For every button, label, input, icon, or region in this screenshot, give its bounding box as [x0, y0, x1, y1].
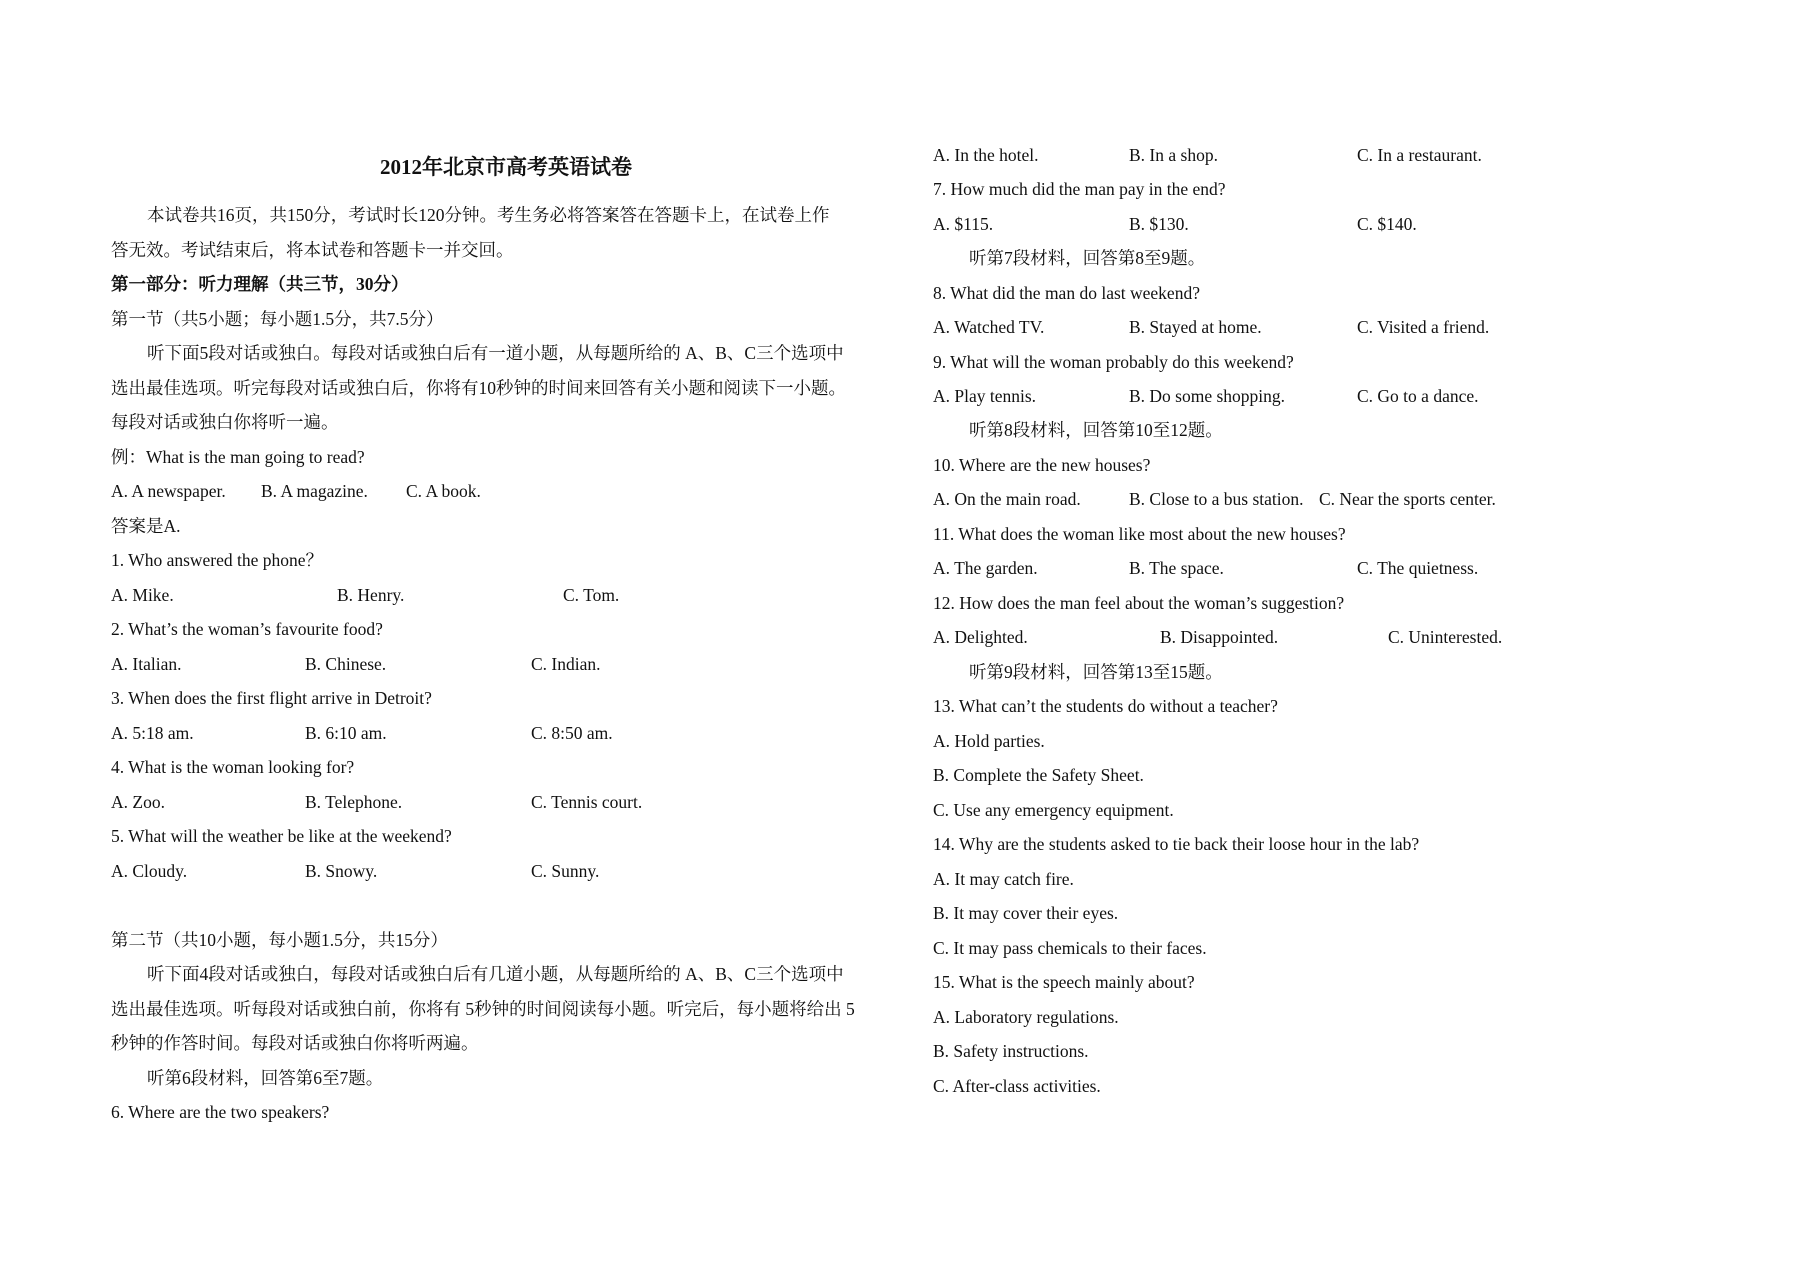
question-11: 11. What does the woman like most about the new houses?	[933, 524, 1346, 544]
question-2: 2. What’s the woman’s favourite food?	[111, 619, 383, 639]
question-9: 9. What will the woman probably do this weekend?	[933, 352, 1294, 372]
option-a: A. Watched TV.	[933, 317, 1045, 337]
part1-heading: 第一部分：听力理解（共三节，30分）	[111, 274, 409, 294]
option-c: C. $140.	[1357, 214, 1417, 234]
option-b: B. Stayed at home.	[1129, 317, 1262, 337]
section2-instruction-2: 选出最佳选项。听每段对话或独白前，你将有 5秒钟的时间阅读每小题。听完后，每小题将给出 5	[111, 999, 855, 1019]
option-c: C. Near the sports center.	[1319, 489, 1496, 509]
option-a: A. On the main road.	[933, 489, 1081, 509]
question-14-option-a: A. It may catch fire.	[933, 869, 1074, 889]
question-14-option-b: B. It may cover their eyes.	[933, 903, 1119, 923]
example-options	[111, 480, 911, 502]
option-b: B. A magazine.	[261, 481, 368, 501]
option-a: A. Cloudy.	[111, 861, 188, 881]
question-1: 1. Who answered the phone？	[111, 550, 324, 570]
option-c: C. Uninterested.	[1388, 627, 1503, 647]
question-6: 6. Where are the two speakers?	[111, 1102, 330, 1122]
section2-instruction-1: 听下面4段对话或独白，每段对话或独白后有几道小题，从每题所给的 A、B、C三个选项中	[147, 964, 844, 984]
material-9-heading: 听第9段材料，回答第13至15题。	[969, 662, 1223, 682]
option-b: B. Telephone.	[305, 792, 403, 812]
option-a: A. Delighted.	[933, 627, 1028, 647]
question-15: 15. What is the speech mainly about?	[933, 972, 1195, 992]
question-8: 8. What did the man do last weekend?	[933, 283, 1200, 303]
question-13: 13. What can’t the students do without a teacher?	[933, 696, 1278, 716]
question-13-option-b: B. Complete the Safety Sheet.	[933, 765, 1144, 785]
question-7: 7. How much did the man pay in the end?	[933, 179, 1226, 199]
option-a: A. Italian.	[111, 654, 182, 674]
section1-instruction-2: 选出最佳选项。听完每段对话或独白后，你将有10秒钟的时间来回答有关小题和阅读下一小题。	[111, 378, 846, 398]
option-a: A. Zoo.	[111, 792, 165, 812]
option-b: B. Close to a bus station.	[1129, 489, 1304, 509]
option-b: B. Disappointed.	[1160, 627, 1279, 647]
question-4-options	[111, 791, 911, 813]
option-c: C. A book.	[406, 481, 481, 501]
option-b: B. Chinese.	[305, 654, 387, 674]
question-6-options	[933, 144, 1733, 166]
section1-instruction-1: 听下面5段对话或独白。每段对话或独白后有一道小题，从每题所给的 A、B、C三个选项中	[147, 343, 844, 363]
question-15-option-c: C. After-class activities.	[933, 1076, 1101, 1096]
option-b: B. In a shop.	[1129, 145, 1218, 165]
option-c: C. Sunny.	[531, 861, 600, 881]
question-3: 3. When does the first flight arrive in Detroit?	[111, 688, 432, 708]
question-12: 12. How does the man feel about the woman’s suggestion?	[933, 593, 1345, 613]
option-b: B. Snowy.	[305, 861, 378, 881]
question-9-options	[933, 385, 1733, 407]
question-2-options	[111, 653, 911, 675]
question-14: 14. Why are the students asked to tie back their loose hour in the lab?	[933, 834, 1420, 854]
option-b: B. $130.	[1129, 214, 1189, 234]
question-13-option-c: C. Use any emergency equipment.	[933, 800, 1174, 820]
intro-line-1: 本试卷共16页，共150分，考试时长120分钟。考生务必将答案答在答题卡上，在试卷上作	[147, 205, 830, 225]
option-c: C. Indian.	[531, 654, 601, 674]
option-a: A. In the hotel.	[933, 145, 1039, 165]
question-15-option-a: A. Laboratory regulations.	[933, 1007, 1119, 1027]
question-3-options	[111, 722, 911, 744]
question-10-options	[933, 488, 1733, 510]
option-a: A. A newspaper.	[111, 481, 226, 501]
page-title: 2012年北京市高考英语试卷	[380, 155, 632, 179]
option-a: A. Mike.	[111, 585, 174, 605]
option-c: C. 8:50 am.	[531, 723, 613, 743]
question-7-options	[933, 213, 1733, 235]
material-7-heading: 听第7段材料，回答第8至9题。	[969, 248, 1206, 268]
question-4: 4. What is the woman looking for?	[111, 757, 355, 777]
option-b: B. Henry.	[337, 585, 405, 605]
option-a: A. 5:18 am.	[111, 723, 194, 743]
material-8-heading: 听第8段材料，回答第10至12题。	[969, 420, 1223, 440]
question-12-options	[933, 626, 1733, 648]
section2-instruction-3: 秒钟的作答时间。每段对话或独白你将听两遍。	[111, 1033, 479, 1053]
question-10: 10. Where are the new houses?	[933, 455, 1151, 475]
section2-heading: 第二节（共10小题，每小题1.5分，共15分）	[111, 930, 448, 950]
question-8-options	[933, 316, 1733, 338]
question-5-options	[111, 860, 911, 882]
material-6-heading: 听第6段材料，回答第6至7题。	[147, 1068, 384, 1088]
option-a: A. $115.	[933, 214, 994, 234]
question-1-options	[111, 584, 911, 606]
option-a: A. Play tennis.	[933, 386, 1037, 406]
example-answer: 答案是A.	[111, 516, 181, 536]
option-b: B. The space.	[1129, 558, 1224, 578]
option-a: A. The garden.	[933, 558, 1038, 578]
intro-line-2: 答无效。考试结束后，将本试卷和答题卡一并交回。	[111, 240, 514, 260]
option-c: C. Go to a dance.	[1357, 386, 1479, 406]
option-c: C. Visited a friend.	[1357, 317, 1490, 337]
option-b: B. 6:10 am.	[305, 723, 387, 743]
section1-heading: 第一节（共5小题；每小题1.5分，共7.5分）	[111, 309, 444, 329]
question-15-option-b: B. Safety instructions.	[933, 1041, 1089, 1061]
section1-instruction-3: 每段对话或独白你将听一遍。	[111, 412, 339, 432]
option-b: B. Do some shopping.	[1129, 386, 1286, 406]
option-c: C. Tom.	[563, 585, 620, 605]
option-c: C. Tennis court.	[531, 792, 643, 812]
option-c: C. The quietness.	[1357, 558, 1479, 578]
option-c: C. In a restaurant.	[1357, 145, 1482, 165]
question-5: 5. What will the weather be like at the weekend?	[111, 826, 452, 846]
example-question: 例：What is the man going to read?	[111, 447, 365, 467]
question-13-option-a: A. Hold parties.	[933, 731, 1045, 751]
question-14-option-c: C. It may pass chemicals to their faces.	[933, 938, 1207, 958]
question-11-options	[933, 557, 1733, 579]
